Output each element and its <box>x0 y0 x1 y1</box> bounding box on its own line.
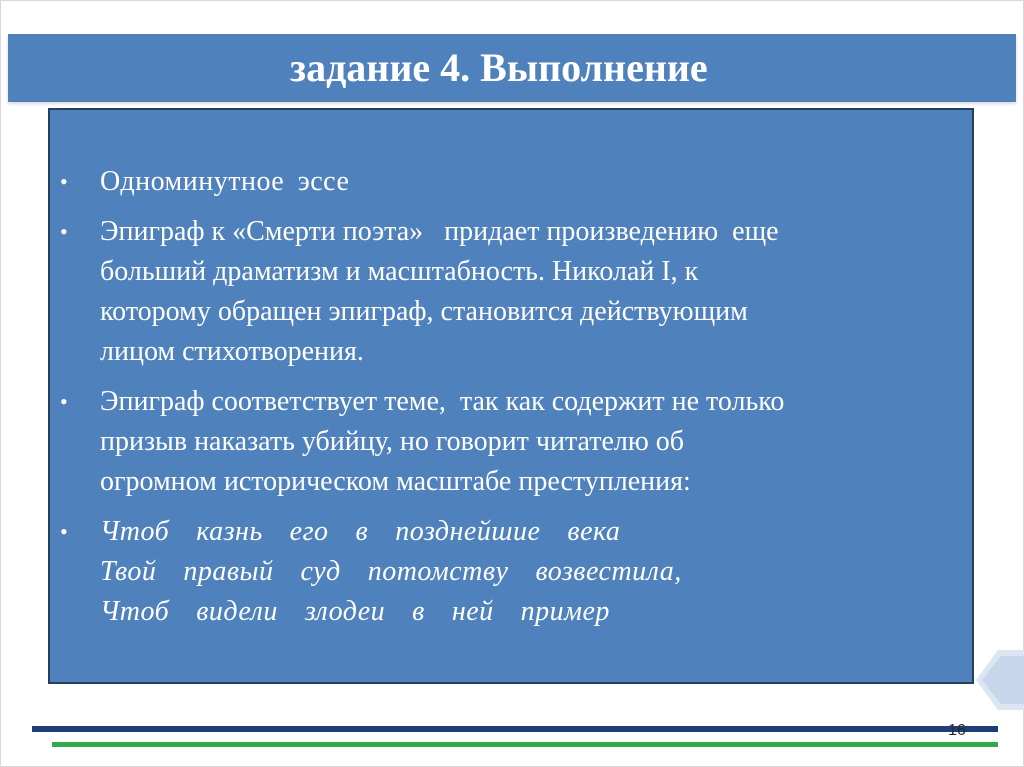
bullet-line: которому обращен эпиграф, становится действующим <box>100 296 748 327</box>
bullet-dot-icon: • <box>60 519 68 544</box>
bullet-line: Эпиграф к «Смерти поэта» придает произведению еще <box>100 216 779 247</box>
footer-rule-blue <box>32 726 998 732</box>
page-number: 16 <box>948 722 966 739</box>
chevron-right-icon[interactable] <box>976 650 1024 710</box>
quote-line: Чтоб видели злодеи в ней пример <box>100 596 610 627</box>
quote-line: Чтоб казнь его в позднейшие века <box>100 516 621 547</box>
bullet-dot-icon: • <box>60 389 68 414</box>
bullet-line: призыв наказать убийцу, но говорит читателю об <box>100 426 685 457</box>
content-box <box>48 108 974 684</box>
title-bar <box>8 34 1016 102</box>
bullet-item-quote <box>50 512 972 632</box>
quote-line: Твой правый суд потомству возвестила, <box>100 556 682 587</box>
bullet-item <box>50 162 972 202</box>
bullet-dot-icon: • <box>60 169 68 194</box>
bullet-list <box>50 162 972 642</box>
bullet-item <box>50 382 972 502</box>
bullet-item <box>50 212 972 372</box>
bullet-line: больший драматизм и масштабность. Николай I, к <box>100 256 699 287</box>
bullet-line: лицом стихотворения. <box>100 336 364 367</box>
slide-title: задание 4. Выполнение <box>290 45 708 90</box>
bullet-line: Эпиграф соответствует теме, так как содержит не только <box>100 386 785 417</box>
footer-rule-green <box>52 742 998 747</box>
bullet-dot-icon: • <box>60 219 68 244</box>
bullet-line: Одноминутное эссе <box>100 166 350 197</box>
bullet-line: огромном историческом масштабе преступления: <box>100 466 691 497</box>
